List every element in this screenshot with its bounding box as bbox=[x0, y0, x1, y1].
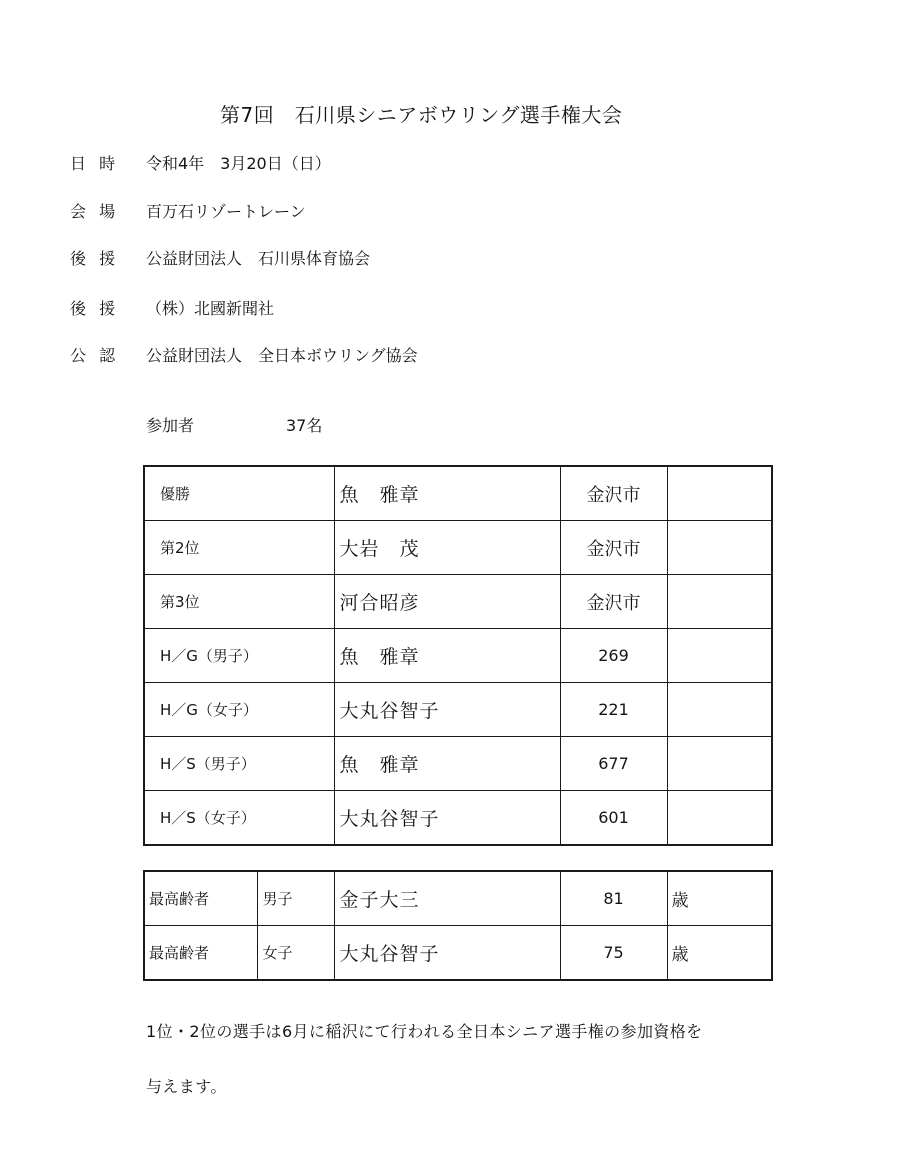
award-cell: H／S（男子） bbox=[144, 737, 334, 791]
table-row bbox=[144, 521, 772, 575]
age-unit-cell: 歳 bbox=[667, 871, 772, 926]
award-cell: 最高齢者 bbox=[144, 926, 257, 981]
empty-cell bbox=[667, 575, 772, 629]
participants-count: 37名 bbox=[286, 416, 323, 435]
empty-cell bbox=[667, 629, 772, 683]
award-cell: 第2位 bbox=[144, 521, 334, 575]
table-row bbox=[144, 791, 772, 846]
empty-cell bbox=[667, 521, 772, 575]
name-cell: 大丸谷智子 bbox=[334, 926, 560, 981]
name-cell: 大岩 茂 bbox=[334, 521, 560, 575]
info-value-venue: 百万石リゾートレーン bbox=[146, 202, 306, 221]
oldest-table bbox=[143, 870, 773, 981]
award-cell: 第3位 bbox=[144, 575, 334, 629]
footer-note-line-1: 1位・2位の選手は6月に稲沢にて行われる全日本シニア選手権の参加資格を bbox=[146, 1022, 703, 1041]
name-cell: 魚 雅章 bbox=[334, 629, 560, 683]
info-value-certified: 公益財団法人 全日本ボウリング協会 bbox=[146, 346, 418, 365]
empty-cell bbox=[667, 791, 772, 846]
score-cell: 677 bbox=[560, 737, 667, 791]
table-row bbox=[144, 926, 772, 981]
results-table bbox=[143, 465, 773, 846]
name-cell: 大丸谷智子 bbox=[334, 683, 560, 737]
value-cell: 金沢市 bbox=[560, 521, 667, 575]
score-cell: 269 bbox=[560, 629, 667, 683]
empty-cell bbox=[667, 466, 772, 521]
info-label-certified: 公 認 bbox=[70, 346, 120, 365]
age-cell: 75 bbox=[560, 926, 667, 981]
award-cell: 優勝 bbox=[144, 466, 334, 521]
age-unit-cell: 歳 bbox=[667, 926, 772, 981]
table-row bbox=[144, 683, 772, 737]
info-value-support-1: 公益財団法人 石川県体育協会 bbox=[146, 249, 371, 268]
gender-cell: 男子 bbox=[257, 871, 334, 926]
table-row bbox=[144, 737, 772, 791]
empty-cell bbox=[667, 737, 772, 791]
info-label-venue: 会 場 bbox=[70, 202, 120, 221]
name-cell: 大丸谷智子 bbox=[334, 791, 560, 846]
gender-cell: 女子 bbox=[257, 926, 334, 981]
page-title: 第7回 石川県シニアボウリング選手権大会 bbox=[220, 103, 623, 127]
table-row bbox=[144, 466, 772, 521]
info-value-support-2: （株）北國新聞社 bbox=[146, 299, 275, 318]
info-label-support-1: 後 援 bbox=[70, 249, 120, 268]
award-cell: H／G（女子） bbox=[144, 683, 334, 737]
info-label-support-2: 後 援 bbox=[70, 299, 120, 318]
table-row bbox=[144, 575, 772, 629]
name-cell: 河合昭彦 bbox=[334, 575, 560, 629]
table-row bbox=[144, 871, 772, 926]
value-cell: 金沢市 bbox=[560, 575, 667, 629]
age-cell: 81 bbox=[560, 871, 667, 926]
empty-cell bbox=[667, 683, 772, 737]
award-cell: H／G（男子） bbox=[144, 629, 334, 683]
name-cell: 金子大三 bbox=[334, 871, 560, 926]
name-cell: 魚 雅章 bbox=[334, 466, 560, 521]
score-cell: 221 bbox=[560, 683, 667, 737]
award-cell: 最高齢者 bbox=[144, 871, 257, 926]
footer-note-line-2: 与えます。 bbox=[146, 1077, 227, 1096]
table-row bbox=[144, 629, 772, 683]
info-label-date: 日 時 bbox=[70, 154, 120, 173]
participants-label: 参加者 bbox=[146, 416, 195, 435]
score-cell: 601 bbox=[560, 791, 667, 846]
value-cell: 金沢市 bbox=[560, 466, 667, 521]
award-cell: H／S（女子） bbox=[144, 791, 334, 846]
info-value-date: 令和4年 3月20日（日） bbox=[146, 154, 331, 173]
name-cell: 魚 雅章 bbox=[334, 737, 560, 791]
